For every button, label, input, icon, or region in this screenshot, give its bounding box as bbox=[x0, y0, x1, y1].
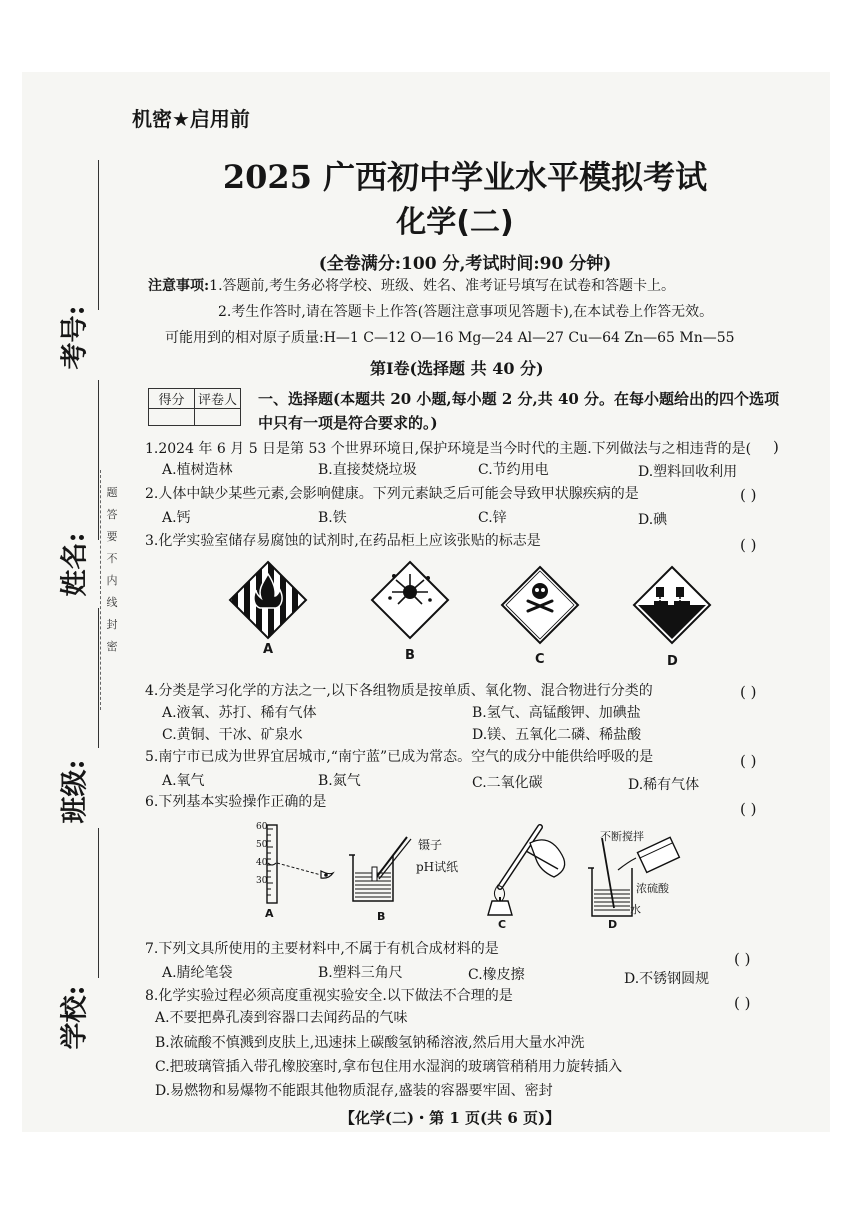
q3-label-b: B bbox=[405, 648, 415, 663]
q5-option-d: D.稀有气体 bbox=[628, 777, 700, 793]
grader-header: 评卷人 bbox=[195, 389, 241, 409]
q4-answer-paren: ( ) bbox=[740, 683, 757, 701]
q1-stem: 1.2024 年 6 月 5 日是第 53 个世界环境日,保护环境是当今时代的主题.下列做法与之相违背的是( bbox=[145, 441, 752, 457]
q7-answer-paren: ( ) bbox=[734, 950, 751, 968]
q2-stem: 2.人体中缺少某些元素,会影响健康。下列元素缺乏后可能会导致甲状腺疾病的是 bbox=[145, 486, 639, 502]
section-heading-line-1: 一、选择题(本题共 20 小题,每小题 2 分,共 40 分。在每小题给出的四个选项 bbox=[258, 390, 780, 408]
school-line bbox=[98, 828, 99, 978]
exam-subtitle: 化学(二) bbox=[396, 205, 514, 240]
q6-acid-label: 浓硫酸 bbox=[636, 882, 669, 895]
class-label: 班级: bbox=[59, 759, 91, 824]
q6-tick-60: 60 bbox=[256, 822, 268, 832]
q3-label-a: A bbox=[263, 642, 274, 657]
grader-cell bbox=[195, 409, 241, 426]
q3-label-c: C bbox=[535, 652, 545, 667]
q3-sign-c-toxic bbox=[500, 565, 580, 645]
q6-tick-50: 50 bbox=[256, 840, 268, 850]
confidential-mark: 机密★启用前 bbox=[132, 107, 250, 131]
q6-label-a: A bbox=[265, 907, 274, 920]
q8-option-d: D.易燃物和易爆物不能跟其他物质混存,盛装的容器要牢固、密封 bbox=[155, 1083, 553, 1099]
q1-option-b: B.直接焚烧垃圾 bbox=[318, 462, 417, 478]
q6-answer-paren: ( ) bbox=[740, 800, 757, 818]
q2-option-b: B.铁 bbox=[318, 510, 347, 526]
q3-answer-paren: ( ) bbox=[740, 536, 757, 554]
q6-figure-c-heating-test-tube bbox=[470, 825, 580, 920]
score-cell bbox=[149, 409, 195, 426]
q2-option-d: D.碘 bbox=[638, 512, 668, 528]
q8-stem: 8.化学实验过程必须高度重视实验安全.以下做法不合理的是 bbox=[145, 988, 513, 1004]
q6-figure-b-ph-test bbox=[345, 833, 425, 905]
q4-option-d: D.镁、五氧化二磷、稀盐酸 bbox=[472, 727, 642, 743]
school-label: 学校: bbox=[59, 985, 91, 1050]
seal-notice: 题 答 要 不 内 线 封 密 bbox=[106, 486, 118, 653]
page-footer: 【化学(二)・第 1 页(共 6 页)】 bbox=[339, 1109, 561, 1127]
q1-option-d: D.塑料回收利用 bbox=[638, 464, 738, 480]
q6-figure-a-graduated-cylinder bbox=[255, 823, 345, 905]
q4-option-a: A.液氧、苏打、稀有气体 bbox=[162, 705, 317, 721]
seal-dashed-line bbox=[100, 470, 101, 710]
q4-option-c: C.黄铜、干冰、矿泉水 bbox=[162, 727, 303, 743]
q6-label-d: D bbox=[608, 918, 618, 931]
q6-label-b: B bbox=[377, 910, 386, 923]
q5-answer-paren: ( ) bbox=[740, 752, 757, 770]
q4-option-b: B.氢气、高锰酸钾、加碘盐 bbox=[472, 705, 641, 721]
q8-option-b: B.浓硫酸不慎溅到皮肤上,迅速抹上碳酸氢钠稀溶液,然后用大量水冲洗 bbox=[155, 1035, 585, 1051]
q2-option-a: A.钙 bbox=[162, 510, 191, 526]
q7-stem: 7.下列文具所使用的主要材料中,不属于有机合成材料的是 bbox=[145, 941, 499, 957]
q2-option-c: C.锌 bbox=[478, 510, 507, 526]
exam-number-label: 考号: bbox=[59, 305, 91, 370]
q3-sign-b-explosive bbox=[370, 560, 450, 640]
notes-label: 注意事项: bbox=[148, 278, 210, 294]
q6-ph-paper-label: pH试纸 bbox=[416, 860, 459, 874]
q6-tick-30: 30 bbox=[256, 876, 268, 886]
q6-tick-40: 40 bbox=[256, 858, 268, 868]
name-label: 姓名: bbox=[59, 532, 91, 597]
exam-info: (全卷满分:100 分,考试时间:90 分钟) bbox=[318, 254, 612, 274]
class-line bbox=[98, 608, 99, 748]
q6-tweezers-label: 镊子 bbox=[418, 838, 443, 852]
q8-option-a: A.不要把鼻孔凑到容器口去闻药品的气味 bbox=[155, 1010, 408, 1026]
q2-answer-paren: ( ) bbox=[740, 486, 757, 504]
part1-heading: 第Ⅰ卷(选择题 共 40 分) bbox=[370, 359, 544, 378]
exam-title: 2025 广西初中学业水平模拟考试 bbox=[222, 158, 708, 196]
name-line bbox=[98, 380, 99, 540]
q6-stem: 6.下列基本实验操作正确的是 bbox=[145, 794, 327, 810]
score-header: 得分 bbox=[149, 389, 195, 409]
q1-answer-paren-close: ) bbox=[773, 438, 779, 456]
q7-option-d: D.不锈钢圆规 bbox=[624, 971, 710, 987]
q5-stem: 5.南宁市已成为世界宜居城市,“南宁蓝”已成为常态。空气的成分中能供给呼吸的是 bbox=[145, 749, 654, 765]
score-table bbox=[148, 388, 241, 426]
q1-option-a: A.植树造林 bbox=[162, 462, 233, 478]
q6-label-c: C bbox=[498, 918, 507, 931]
q8-answer-paren: ( ) bbox=[734, 994, 751, 1012]
q4-stem: 4.分类是学习化学的方法之一,以下各组物质是按单质、氧化物、混合物进行分类的 bbox=[145, 683, 653, 699]
q7-option-c: C.橡皮擦 bbox=[468, 967, 525, 983]
q1-option-c: C.节约用电 bbox=[478, 462, 549, 478]
notes-line-2: 2.考生作答时,请在答题卡上作答(答题注意事项见答题卡),在本试卷上作答无效。 bbox=[218, 304, 714, 320]
q3-sign-a-flammable-solid bbox=[228, 560, 308, 640]
q7-option-a: A.腈纶笔袋 bbox=[162, 965, 233, 981]
q5-option-a: A.氧气 bbox=[162, 773, 205, 789]
q5-option-c: C.二氧化碳 bbox=[472, 775, 543, 791]
atomic-mass-line: 可能用到的相对原子质量:H—1 C—12 O—16 Mg—24 Al—27 Cu—64 Zn—65 Mn—55 bbox=[165, 330, 735, 346]
q5-option-b: B.氮气 bbox=[318, 773, 361, 789]
q3-label-d: D bbox=[667, 654, 678, 669]
q3-stem: 3.化学实验室储存易腐蚀的试剂时,在药品柜上应该张贴的标志是 bbox=[145, 533, 541, 549]
q6-stir-label: 不断搅拌 bbox=[600, 830, 644, 843]
notes-line-1: 注意事项:1.答题前,考生务必将学校、班级、姓名、准考证号填写在试卷和答题卡上。 bbox=[148, 278, 675, 294]
section-heading-line-2: 中只有一项是符合要求的。) bbox=[258, 414, 438, 432]
q8-option-c: C.把玻璃管插入带孔橡胶塞时,拿布包住用水湿润的玻璃管稍稍用力旋转插入 bbox=[155, 1059, 623, 1075]
q6-water-label: 水 bbox=[630, 903, 641, 916]
q3-sign-d-corrosive bbox=[632, 565, 712, 645]
q7-option-b: B.塑料三角尺 bbox=[318, 965, 403, 981]
